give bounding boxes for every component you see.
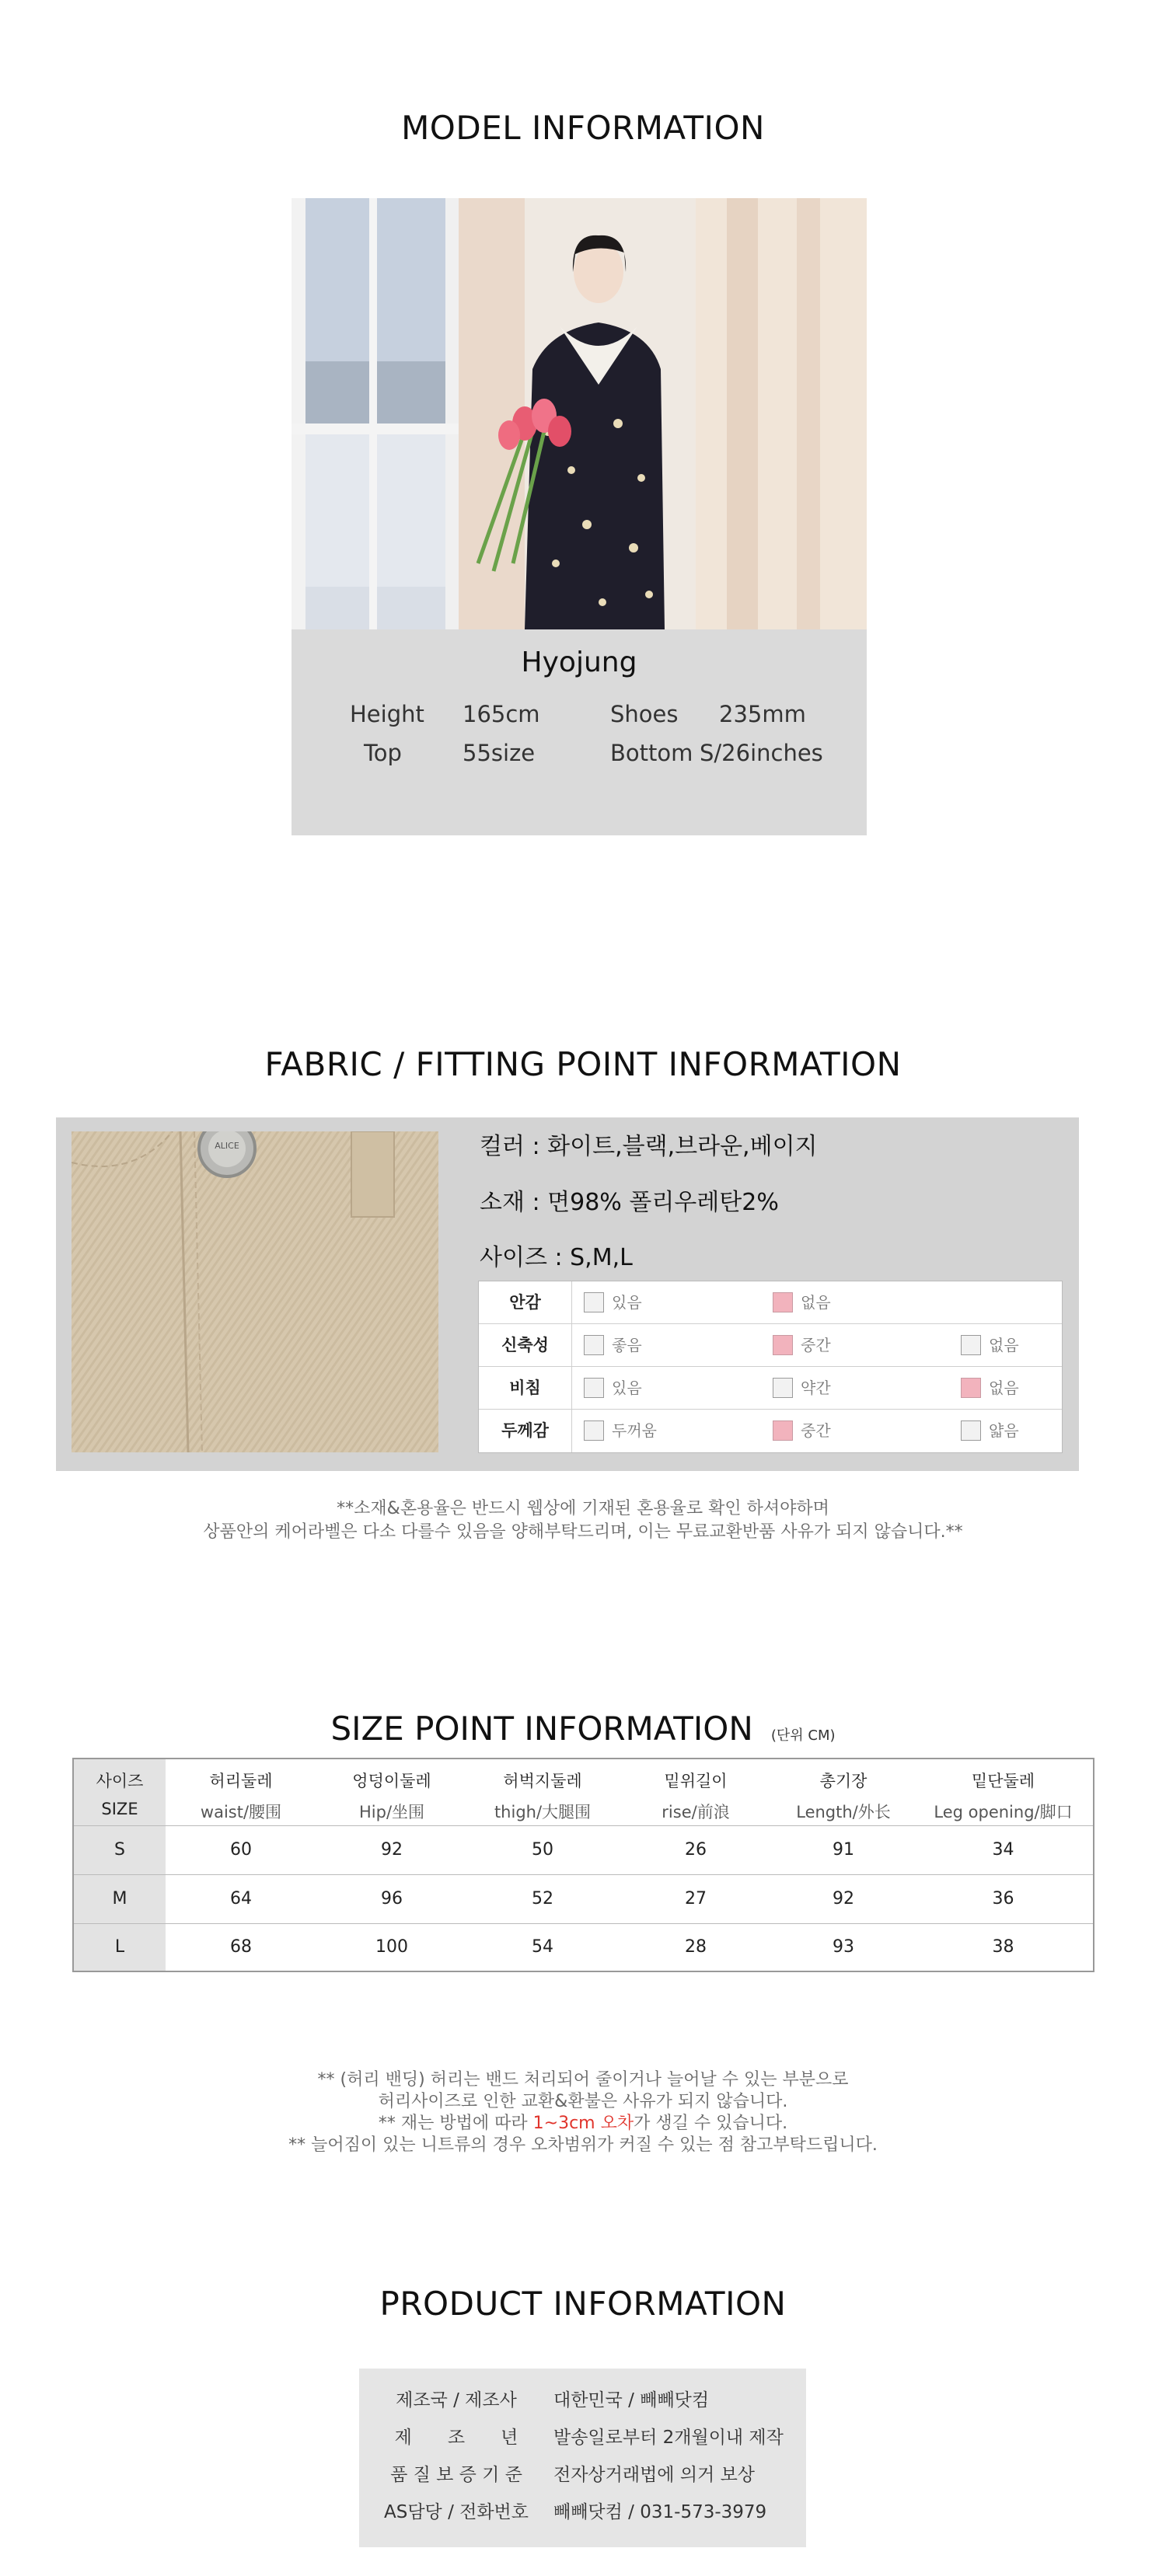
product-label: 품 질 보 증 기 준 <box>390 2465 522 2485</box>
product-label: AS담당 / 전화번호 <box>383 2502 529 2522</box>
fit-row-sheerness <box>479 1367 1062 1410</box>
header-cell: 엉덩이둘레 Hip/坐围 <box>352 1772 431 1821</box>
header-cell: 밑위길이 rise/前浪 <box>662 1772 730 1821</box>
fabric-note-line1: **소재&혼용율은 반드시 웹상에 기재된 혼용율로 확인 하셔야하며 <box>337 1499 829 1518</box>
size-header-row <box>74 1759 1093 1826</box>
product-label: 제조국 / 제조사 <box>396 2390 517 2410</box>
fit-option: 좋음 <box>584 1324 642 1367</box>
product-value: 빼빼닷컴 / 031-573-3979 <box>553 2502 767 2522</box>
size-row-m <box>74 1875 1093 1924</box>
size-cell: 100 <box>375 1937 408 1957</box>
size-cell: 60 <box>230 1840 252 1860</box>
fit-option: 있음 <box>584 1367 642 1410</box>
fit-label: 두께감 <box>479 1410 572 1452</box>
tolerance-highlight: 1~3cm 오차 <box>532 2114 634 2133</box>
checkbox <box>961 1335 981 1355</box>
size-note-line4: ** 늘어짐이 있는 니트류의 경우 오차범위가 커질 수 있는 점 참고부탁드립니다. <box>288 2135 878 2155</box>
size-unit: (단위 CM) <box>770 1727 836 1744</box>
size-cell: 36 <box>992 1889 1014 1908</box>
header-cell: 허벅지둘레 thigh/大腿围 <box>494 1772 592 1821</box>
model-section-title: MODEL INFORMATION <box>401 109 765 147</box>
size-cell: 91 <box>833 1840 854 1860</box>
fabric-photo <box>72 1131 438 1452</box>
checkbox <box>584 1292 604 1312</box>
size-cell: 26 <box>685 1840 707 1860</box>
size-note-line2: 허리사이즈로 인한 교환&환불은 사유가 되지 않습니다. <box>378 2092 788 2111</box>
fit-label: 비침 <box>479 1367 572 1410</box>
fabric-color: 컬러 : 화이트,블랙,브라운,베이지 <box>480 1133 818 1160</box>
checkbox <box>584 1420 604 1441</box>
product-value: 대한민국 / 빼빼닷컴 <box>553 2390 710 2410</box>
size-table <box>72 1758 1094 1972</box>
product-info-box <box>359 2369 806 2547</box>
checkbox <box>584 1378 604 1398</box>
header-cell: 허리둘레 waist/腰围 <box>200 1772 282 1821</box>
fabric-material: 소재 : 면98% 폴리우레탄2% <box>480 1189 779 1216</box>
model-photo <box>292 198 867 629</box>
fabric-section-title: FABRIC / FITTING POINT INFORMATION <box>264 1045 902 1083</box>
fit-option: 없음 <box>773 1281 831 1324</box>
fit-option: 있음 <box>584 1281 642 1324</box>
model-info-card <box>292 629 867 835</box>
size-title-wrap <box>0 1710 1166 1748</box>
size-cell: L <box>74 1924 166 1971</box>
header-cell: 밑단둘레 Leg opening/脚口 <box>934 1772 1073 1821</box>
fit-option: 중간 <box>773 1324 831 1367</box>
top-value: 55size <box>463 740 536 766</box>
size-cell: 64 <box>230 1889 252 1908</box>
shoes-value: 235mm <box>719 701 806 727</box>
fit-option: 두꺼움 <box>584 1410 657 1452</box>
size-cell: 92 <box>833 1889 854 1908</box>
checkbox-checked <box>773 1292 793 1312</box>
fitting-point-table <box>478 1281 1063 1453</box>
fit-option: 중간 <box>773 1410 831 1452</box>
size-cell: 92 <box>381 1840 403 1860</box>
size-cell: 68 <box>230 1937 252 1957</box>
size-cell: 93 <box>833 1937 854 1957</box>
height-label: Height <box>350 701 424 727</box>
shoes-label: Shoes <box>610 701 679 727</box>
bottom-value: S/26inches <box>700 740 823 766</box>
fit-label: 안감 <box>479 1281 572 1324</box>
fit-option: 얇음 <box>961 1410 1019 1452</box>
fabric-info-box <box>56 1117 1079 1471</box>
header-cell: 총기장 Length/外长 <box>796 1772 891 1821</box>
size-note-line1: ** (허리 밴딩) 허리는 밴드 처리되어 줄이거나 늘어날 수 있는 부분으로 <box>317 2070 849 2090</box>
product-value: 발송일로부터 2개월이내 제작 <box>553 2428 784 2448</box>
height-value: 165cm <box>463 701 540 727</box>
fabric-note-line2: 상품안의 케어라벨은 다소 다를수 있음을 양해부탁드리며, 이는 무료교환반품 사유가 되지 않습니다.** <box>203 1522 963 1542</box>
checkbox <box>773 1378 793 1398</box>
size-cell: S <box>74 1826 166 1874</box>
size-cell: 34 <box>992 1840 1014 1860</box>
product-value: 전자상거래법에 의거 보상 <box>553 2465 756 2485</box>
size-cell: 27 <box>685 1889 707 1908</box>
checkbox <box>961 1420 981 1441</box>
fabric-sizes: 사이즈 : S,M,L <box>480 1244 633 1271</box>
size-note-line3: ** 재는 방법에 따라 1~3cm 오차가 생길 수 있습니다. <box>378 2114 788 2133</box>
fit-row-thickness <box>479 1410 1062 1452</box>
bottom-label: Bottom <box>610 740 693 766</box>
fit-row-stretch <box>479 1324 1062 1367</box>
top-label: Top <box>364 740 402 766</box>
size-cell: M <box>74 1875 166 1923</box>
checkbox <box>584 1335 604 1355</box>
checkbox-checked <box>773 1335 793 1355</box>
model-name: Hyojung <box>521 647 637 678</box>
size-row-l <box>74 1924 1093 1971</box>
size-cell: 28 <box>685 1937 707 1957</box>
fit-option: 없음 <box>961 1324 1019 1367</box>
size-cell: 38 <box>992 1937 1014 1957</box>
size-cell: 54 <box>532 1937 553 1957</box>
svg-text:ALICE: ALICE <box>215 1141 239 1151</box>
fit-row-lining <box>479 1281 1062 1324</box>
product-section-title: PRODUCT INFORMATION <box>379 2285 787 2323</box>
fit-option: 약간 <box>773 1367 831 1410</box>
size-cell: 52 <box>532 1889 553 1908</box>
fit-option: 없음 <box>961 1367 1019 1410</box>
size-section-title: SIZE POINT INFORMATION <box>330 1710 753 1748</box>
checkbox-checked <box>773 1420 793 1441</box>
size-cell: 50 <box>532 1840 553 1860</box>
size-cell: 96 <box>381 1889 403 1908</box>
fit-label: 신축성 <box>479 1324 572 1367</box>
checkbox-checked <box>961 1378 981 1398</box>
product-label: 제 조 년 <box>394 2428 518 2448</box>
size-row-s <box>74 1826 1093 1875</box>
header-cell: 사이즈 SIZE <box>74 1759 166 1825</box>
